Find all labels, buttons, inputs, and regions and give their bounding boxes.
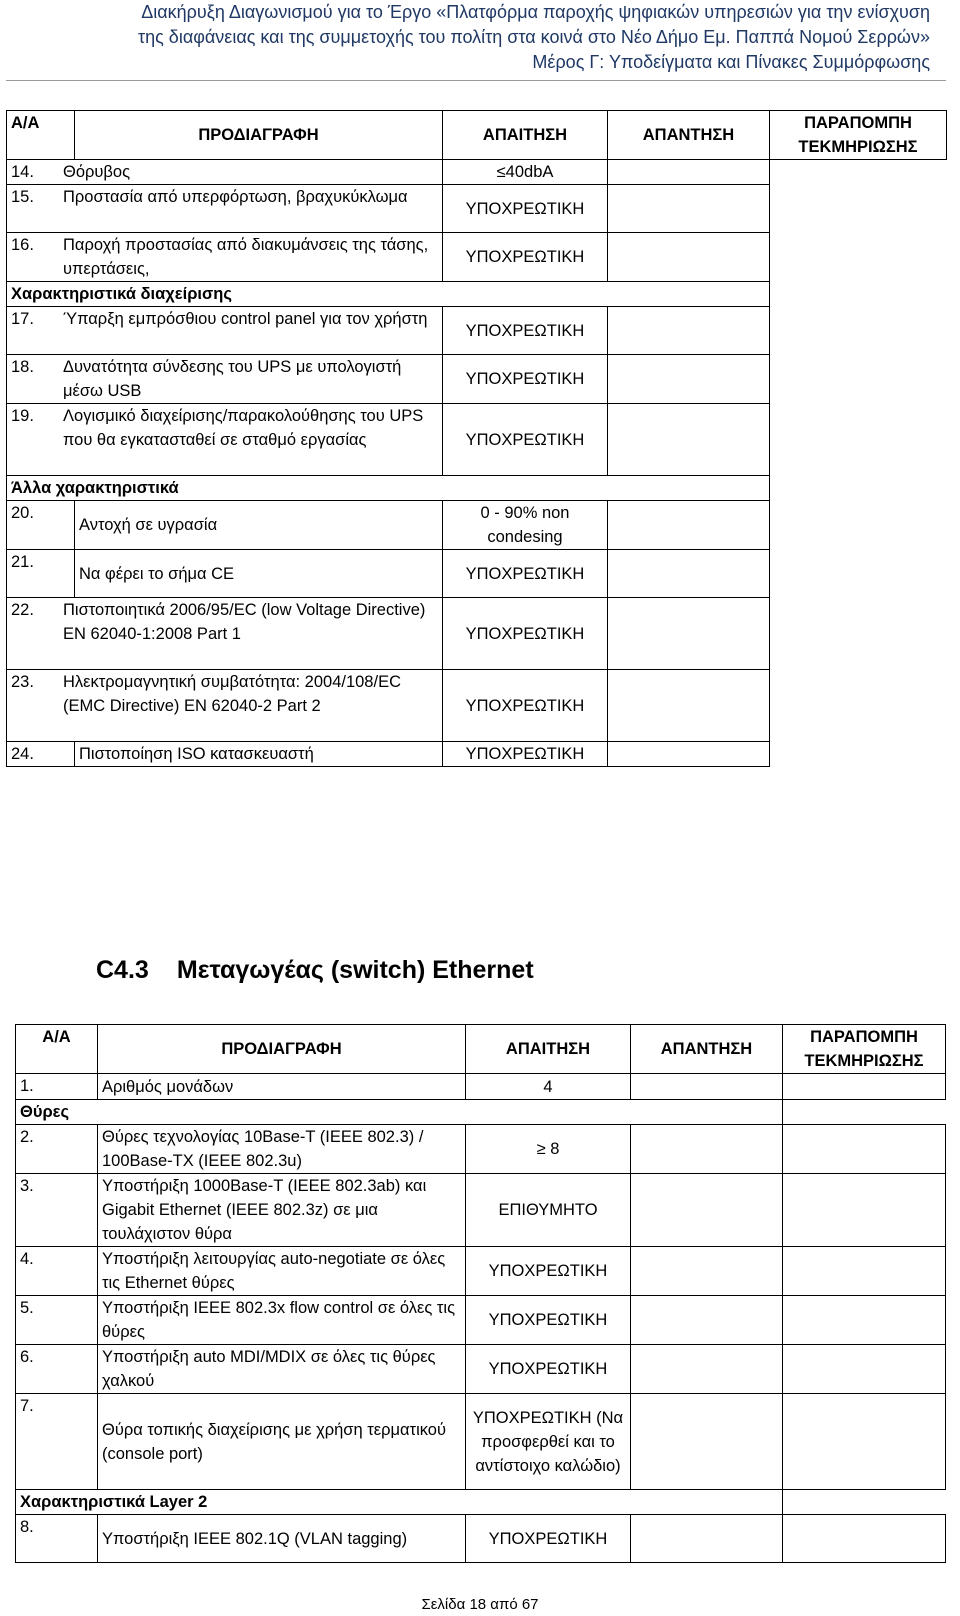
table-row	[16, 1247, 946, 1296]
requirement-cell: ΥΠΟΧΡΕΩΤΙΚΗ (Να προσφερθεί και το αντίστοιχο καλώδιο)	[466, 1394, 631, 1490]
row-number: 18.	[11, 358, 34, 376]
requirement-cell: ΥΠΟΧΡΕΩΤΙΚΗ	[443, 307, 608, 355]
requirement-cell: ΕΠΙΘΥΜΗΤΟ	[466, 1174, 631, 1247]
requirement-cell: ΥΠΟΧΡΕΩΤΙΚΗ	[443, 355, 608, 404]
spec-pair	[11, 307, 438, 331]
spec-cell	[7, 404, 443, 476]
row-number: 17.	[11, 310, 34, 328]
column-header-requirement: ΑΠΑΙΤΗΣΗ	[466, 1025, 631, 1074]
answer-cell	[631, 1515, 783, 1563]
section-name: Μεταγωγέας (switch) Ethernet	[176, 956, 534, 984]
reference-cell	[783, 1174, 946, 1247]
requirement-cell: ΥΠΟΧΡΕΩΤΙΚΗ	[443, 550, 608, 598]
answer-cell	[608, 670, 770, 742]
spec-cell: Υποστήριξη IEEE 802.1Q (VLAN tagging)	[98, 1515, 466, 1563]
column-header-reference: ΠΑΡΑΠΟΜΠΗ ΤΕΚΜΗΡΙΩΣΗΣ	[770, 111, 947, 160]
spec-cell	[7, 355, 443, 404]
spec-cell	[7, 233, 443, 282]
row-number: 23.	[11, 673, 34, 691]
compliance-table-switch	[15, 1024, 946, 1563]
spec-cell: Υποστήριξη IEEE 802.3x flow control σε όλες τις θύρες	[98, 1296, 466, 1345]
table-row	[16, 1125, 946, 1174]
spec-pair	[11, 185, 438, 209]
row-number: 7.	[16, 1394, 98, 1490]
section-title	[96, 955, 534, 985]
answer-cell	[631, 1247, 783, 1296]
category-heading: Χαρακτηριστικά Layer 2	[16, 1490, 783, 1515]
reference-cell	[783, 1345, 946, 1394]
spec-cell: Αριθμός μονάδων	[98, 1074, 466, 1100]
table-row	[16, 1394, 946, 1490]
table-row	[7, 550, 947, 598]
table-row	[7, 307, 947, 355]
requirement-cell: ΥΠΟΧΡΕΩΤΙΚΗ	[443, 233, 608, 282]
row-number: 8.	[16, 1515, 98, 1563]
reference-cell	[783, 1247, 946, 1296]
spec-pair	[11, 355, 438, 403]
answer-cell	[608, 307, 770, 355]
row-number: 1.	[16, 1074, 98, 1100]
table-row	[7, 670, 947, 742]
spec-cell: Να φέρει το σήμα CE	[75, 550, 443, 598]
requirement-cell: ≤40dbA	[443, 160, 608, 185]
reference-cell	[783, 1074, 946, 1100]
table-row	[16, 1174, 946, 1247]
spec-pair	[11, 160, 438, 184]
table-row	[16, 1074, 946, 1100]
row-number: 2.	[16, 1125, 98, 1174]
spec-text: Θόρυβος	[63, 163, 131, 181]
requirement-cell: 4	[466, 1074, 631, 1100]
requirement-cell: ΥΠΟΧΡΕΩΤΙΚΗ	[443, 598, 608, 670]
spec-cell	[7, 185, 443, 233]
spec-cell: Αντοχή σε υγρασία	[75, 501, 443, 550]
row-number: 21.	[7, 550, 75, 598]
row-number: 19.	[11, 407, 34, 425]
spec-cell: Θύρα τοπικής διαχείρισης με χρήση τερματικού (console port)	[98, 1394, 466, 1490]
answer-cell	[608, 742, 770, 767]
row-number: 5.	[16, 1296, 98, 1345]
spec-cell	[7, 670, 443, 742]
requirement-cell: ΥΠΟΧΡΕΩΤΙΚΗ	[443, 742, 608, 767]
category-row	[16, 1490, 946, 1515]
requirement-cell: ΥΠΟΧΡΕΩΤΙΚΗ	[466, 1296, 631, 1345]
category-row	[7, 282, 947, 307]
answer-cell	[631, 1125, 783, 1174]
requirement-cell: ΥΠΟΧΡΕΩΤΙΚΗ	[466, 1247, 631, 1296]
spec-cell: Υποστήριξη 1000Base-T (IEEE 802.3ab) και Gigabit Ethernet (IEEE 802.3z) σε μια τουλάχιστον θύρα	[98, 1174, 466, 1247]
spec-text: Δυνατότητα σύνδεσης του UPS με υπολογιστή μέσω USB	[63, 358, 402, 400]
row-number: 20.	[7, 501, 75, 550]
reference-cell	[783, 1515, 946, 1563]
requirement-cell: ΥΠΟΧΡΕΩΤΙΚΗ	[443, 404, 608, 476]
answer-cell	[608, 550, 770, 598]
header-line: Διακήρυξη Διαγωνισμού για το Έργο «Πλατφόρμα παροχής ψηφιακών υπηρεσιών για την ενίσχυση	[141, 2, 930, 22]
reference-cell	[783, 1125, 946, 1174]
requirement-cell: ΥΠΟΧΡΕΩΤΙΚΗ	[443, 670, 608, 742]
spec-text: Προστασία από υπερφόρτωση, βραχυκύκλωμα	[63, 188, 408, 206]
answer-cell	[608, 598, 770, 670]
column-header-aa: Α/Α	[7, 111, 75, 160]
table-row	[7, 501, 947, 550]
answer-cell	[631, 1174, 783, 1247]
spec-cell: Θύρες τεχνολογίας 10Base-T (IEEE 802.3) / 100Base-TX (IEEE 802.3u)	[98, 1125, 466, 1174]
spec-pair	[11, 670, 438, 718]
answer-cell	[608, 160, 770, 185]
header-divider	[6, 80, 946, 81]
table-row	[16, 1345, 946, 1394]
row-number: 14.	[11, 163, 34, 181]
row-number: 24.	[7, 742, 75, 767]
column-header-aa: Α/Α	[16, 1025, 98, 1074]
spec-text: Πιστοποιητικά 2006/95/EC (low Voltage Directive) EN 62040-1:2008 Part 1	[63, 601, 426, 643]
spec-cell: Υποστήριξη auto MDI/MDIX σε όλες τις θύρες χαλκού	[98, 1345, 466, 1394]
requirement-cell: 0 - 90% non condesing	[443, 501, 608, 550]
table-row	[7, 355, 947, 404]
category-heading: Θύρες	[16, 1100, 783, 1125]
document-header	[0, 0, 930, 75]
column-header-answer: ΑΠΑΝΤΗΣΗ	[631, 1025, 783, 1074]
row-number: 4.	[16, 1247, 98, 1296]
table-row	[7, 598, 947, 670]
column-header-spec: ΠΡΟΔΙΑΓΡΑΦΗ	[75, 111, 443, 160]
table-row	[16, 1296, 946, 1345]
reference-cell	[783, 1394, 946, 1490]
row-number: 16.	[11, 236, 34, 254]
answer-cell	[631, 1296, 783, 1345]
table-row	[7, 233, 947, 282]
category-heading: Χαρακτηριστικά διαχείρισης	[7, 282, 770, 307]
row-number: 6.	[16, 1345, 98, 1394]
page-number: Σελίδα 18 από 67	[421, 1596, 539, 1613]
reference-cell	[783, 1296, 946, 1345]
spec-pair	[11, 598, 438, 646]
answer-cell	[608, 404, 770, 476]
column-header-reference: ΠΑΡΑΠΟΜΠΗ ΤΕΚΜΗΡΙΩΣΗΣ	[783, 1025, 946, 1074]
spec-cell	[7, 307, 443, 355]
header-line: Μέρος Γ: Υποδείγματα και Πίνακες Συμμόρφωσης	[532, 52, 930, 72]
answer-cell	[608, 185, 770, 233]
spec-cell: Πιστοποίηση ISO κατασκευαστή	[75, 742, 443, 767]
spec-text: Λογισμικό διαχείρισης/παρακολούθησης του UPS που θα εγκατασταθεί σε σταθμό εργασίας	[63, 407, 424, 449]
column-header-spec: ΠΡΟΔΙΑΓΡΑΦΗ	[98, 1025, 466, 1074]
answer-cell	[631, 1345, 783, 1394]
requirement-cell: ΥΠΟΧΡΕΩΤΙΚΗ	[443, 185, 608, 233]
spec-cell: Υποστήριξη λειτουργίας auto-negotiate σε όλες τις Ethernet θύρες	[98, 1247, 466, 1296]
category-row	[16, 1100, 946, 1125]
answer-cell	[608, 355, 770, 404]
table-row	[7, 404, 947, 476]
row-number: 3.	[16, 1174, 98, 1247]
spec-text: Ηλεκτρομαγνητική συμβατότητα: 2004/108/EC (EMC Directive) EN 62040-2 Part 2	[63, 673, 401, 715]
spec-cell	[7, 160, 443, 185]
category-heading: Άλλα χαρακτηριστικά	[7, 476, 770, 501]
category-row	[7, 476, 947, 501]
compliance-table-ups	[6, 110, 947, 767]
answer-cell	[631, 1394, 783, 1490]
row-number: 15.	[11, 188, 34, 206]
answer-cell	[631, 1074, 783, 1100]
requirement-cell: ΥΠΟΧΡΕΩΤΙΚΗ	[466, 1345, 631, 1394]
table-row	[7, 160, 947, 185]
spec-text: Παροχή προστασίας από διακυμάνσεις της τάσης, υπερτάσεις,	[63, 236, 429, 278]
header-line: της διαφάνειας και της συμμετοχής του πολίτη στα κοινά στο Νέο Δήμο Εμ. Παππά Νομού Σερρών»	[138, 27, 930, 47]
answer-cell	[608, 233, 770, 282]
spec-cell	[7, 598, 443, 670]
answer-cell	[608, 501, 770, 550]
spec-text: Ύπαρξη εμπρόσθιου control panel για τον χρήστη	[63, 310, 428, 328]
section-code: C4.3	[96, 956, 149, 984]
column-header-requirement: ΑΠΑΙΤΗΣΗ	[443, 111, 608, 160]
spec-pair	[11, 233, 438, 281]
requirement-cell: ΥΠΟΧΡΕΩΤΙΚΗ	[466, 1515, 631, 1563]
spec-pair	[11, 404, 438, 452]
requirement-cell: ≥ 8	[466, 1125, 631, 1174]
table-row	[7, 185, 947, 233]
row-number: 22.	[11, 601, 34, 619]
table-row	[16, 1515, 946, 1563]
column-header-answer: ΑΠΑΝΤΗΣΗ	[608, 111, 770, 160]
table-row	[7, 742, 947, 767]
